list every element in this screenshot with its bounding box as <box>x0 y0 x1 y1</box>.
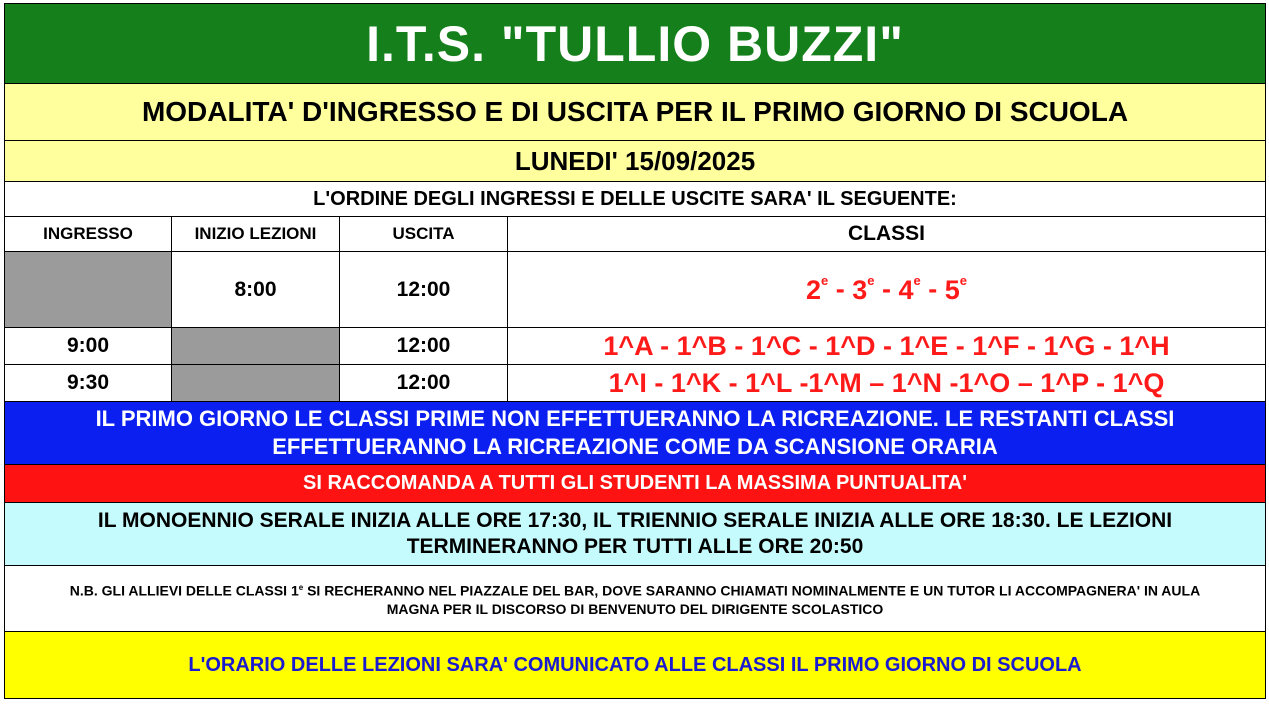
header-ingresso: INGRESSO <box>5 217 172 251</box>
table-row <box>5 365 1265 402</box>
inizio-cell: 8:00 <box>172 252 340 327</box>
classi-cell: 1^I - 1^K - 1^L -1^M – 1^N -1^O – 1^P - 1^Q <box>608 367 1165 398</box>
header-inizio-lezioni: INIZIO LEZIONI <box>172 217 340 251</box>
ingresso-cell: 9:30 <box>5 365 172 401</box>
punctuality-notice: SI RACCOMANDA A TUTTI GLI STUDENTI LA MASSIMA PUNTUALITA' <box>5 465 1265 503</box>
classi-cell: 2e - 3e - 4e - 5e <box>805 273 968 305</box>
header-uscita: USCITA <box>340 217 508 251</box>
timetable-notice: L'ORARIO DELLE LEZIONI SARA' COMUNICATO ALLE CLASSI IL PRIMO GIORNO DI SCUOLA <box>5 632 1265 698</box>
order-heading: L'ORDINE DEGLI INGRESSI E DELLE USCITE SARA' IL SEGUENTE: <box>5 182 1265 217</box>
school-title: I.T.S. "TULLIO BUZZI" <box>5 4 1265 84</box>
table-header-row <box>5 217 1265 252</box>
first-year-note: N.B. GLI ALLIEVI DELLE CLASSI 1e SI RECHERANNO NEL PIAZZALE DEL BAR, DOVE SARANNO CHIAMATI NOMINALMENTE E UN TUTOR LI ACCOMPAGNERA' IN AULA MAGNA PER IL DISCORSO DI BENVENUTO DEL DIRIGENTE SCOLASTICO <box>5 566 1265 632</box>
recess-notice: IL PRIMO GIORNO LE CLASSI PRIME NON EFFETTUERANNO LA RICREAZIONE. LE RESTANTI CLASSI EFFETTUERANNO LA RICREAZIONE COME DA SCANSIONE ORARIA <box>5 402 1265 465</box>
class-year-4: 4e <box>898 273 921 305</box>
evening-classes-notice: IL MONOENNIO SERALE INIZIA ALLE ORE 17:30, IL TRIENNIO SERALE INIZIA ALLE ORE 18:30. LE LEZIONI TERMINERANNO PER TUTTI ALLE ORE 20:50 <box>5 503 1265 566</box>
class-year-5: 5e <box>944 273 968 305</box>
ingresso-cell-empty <box>5 252 172 327</box>
table-row <box>5 328 1265 365</box>
class-year-3: 3e <box>852 273 875 305</box>
date-heading: LUNEDI' 15/09/2025 <box>5 141 1265 182</box>
uscita-cell: 12:00 <box>340 252 508 327</box>
schedule-sheet <box>4 3 1266 699</box>
ingresso-cell: 9:00 <box>5 328 172 364</box>
class-year-2: 2e <box>805 273 829 305</box>
page-subtitle: MODALITA' D'INGRESSO E DI USCITA PER IL PRIMO GIORNO DI SCUOLA <box>5 84 1265 141</box>
table-row <box>5 252 1265 328</box>
header-classi: CLASSI <box>847 222 925 245</box>
inizio-cell-empty <box>172 365 340 401</box>
uscita-cell: 12:00 <box>340 365 508 401</box>
inizio-cell-empty <box>172 328 340 364</box>
uscita-cell: 12:00 <box>340 328 508 364</box>
classi-cell: 1^A - 1^B - 1^C - 1^D - 1^E - 1^F - 1^G - 1^H <box>603 330 1170 361</box>
